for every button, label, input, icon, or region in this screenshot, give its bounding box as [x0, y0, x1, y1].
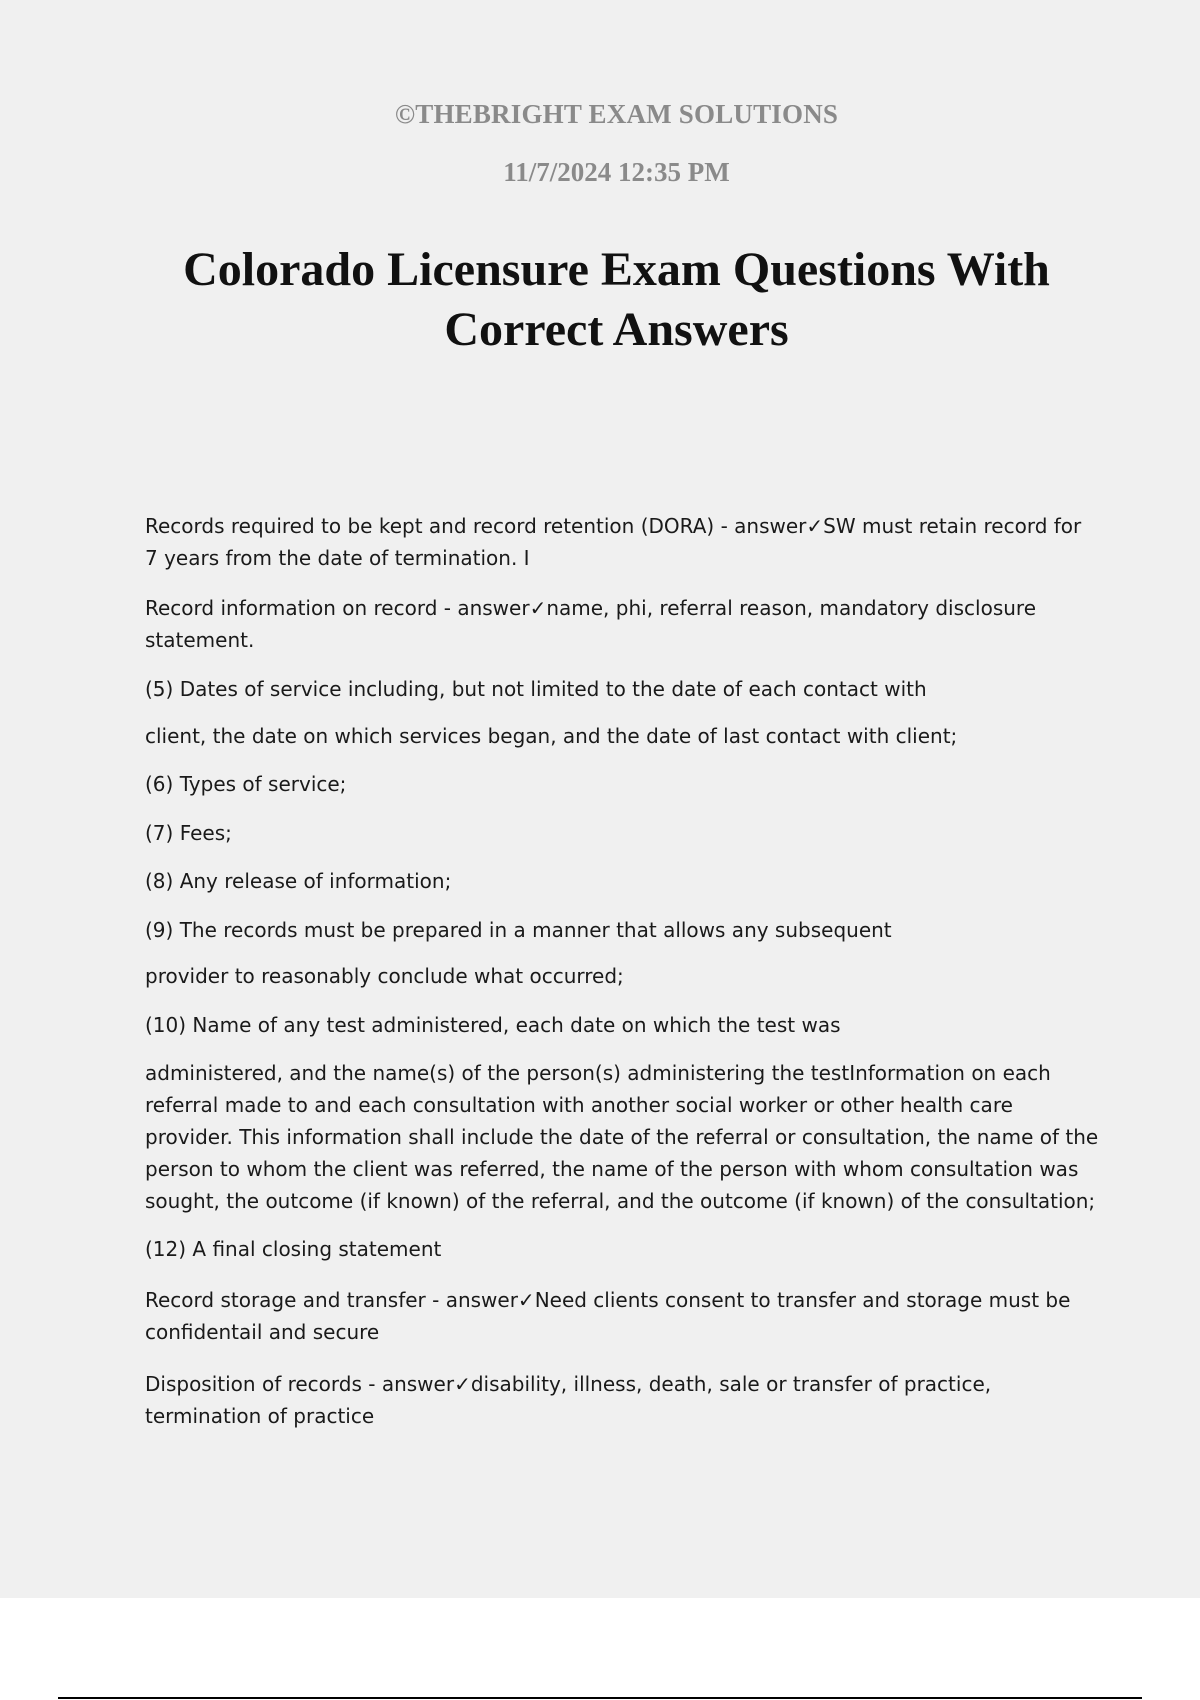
paragraph-line: provider. This information shall include the date of the referral or consultation, the name of the [145, 1125, 1099, 1149]
paragraph-line: Record information on record - answer✓name, phi, referral reason, mandatory disclosure [145, 596, 1036, 620]
paragraph-line: statement. [145, 628, 255, 652]
list-item: (7) Fees; [145, 821, 232, 845]
list-item: (12) A final closing statement [145, 1237, 442, 1261]
footer-divider [58, 1697, 1142, 1699]
list-item: (10) Name of any test administered, each date on which the test was [145, 1013, 841, 1037]
question-disposition [145, 1368, 1090, 1432]
list-item: (9) The records must be prepared in a manner that allows any subsequent [145, 918, 892, 942]
paragraph-line: Disposition of records - answer✓disability, illness, death, sale or transfer of practice, [145, 1372, 992, 1396]
paragraph-line: confidentail and secure [145, 1320, 380, 1344]
paragraph-line: 7 years from the date of termination. I [145, 546, 530, 570]
paragraph-line: Records required to be kept and record retention (DORA) - answer✓SW must retain record for [145, 514, 1082, 538]
question-record-storage [145, 1284, 1090, 1348]
paragraph-line: administered, and the name(s) of the person(s) administering the testInformation on each [145, 1061, 1051, 1085]
question-record-information [145, 592, 1090, 656]
title-line: Correct Answers [444, 303, 789, 356]
paragraph-line: termination of practice [145, 1404, 375, 1428]
list-item: (5) Dates of service including, but not limited to the date of each contact with [145, 677, 927, 701]
list-item: (6) Types of service; [145, 772, 347, 796]
timestamp: 11/7/2024 12:35 PM [503, 157, 730, 187]
question-record-retention [145, 510, 1090, 574]
list-item: provider to reasonably conclude what occurred; [145, 964, 624, 988]
list-item: (8) Any release of information; [145, 869, 452, 893]
document-title [100, 240, 1133, 360]
paragraph-line: Record storage and transfer - answer✓Need clients consent to transfer and storage must be [145, 1288, 1071, 1312]
paragraph-line: sought, the outcome (if known) of the referral, and the outcome (if known) of the consultation; [145, 1189, 1096, 1213]
paragraph-line: referral made to and each consultation with another social worker or other health care [145, 1093, 1013, 1117]
title-line: Colorado Licensure Exam Questions With [183, 243, 1050, 296]
list-item: client, the date on which services began, and the date of last contact with client; [145, 724, 958, 748]
paragraph-line: person to whom the client was referred, the name of the person with whom consultation was [145, 1157, 1079, 1181]
referral-paragraph [145, 1057, 1099, 1217]
copyright-header: ©THEBRIGHT EXAM SOLUTIONS [394, 99, 839, 129]
